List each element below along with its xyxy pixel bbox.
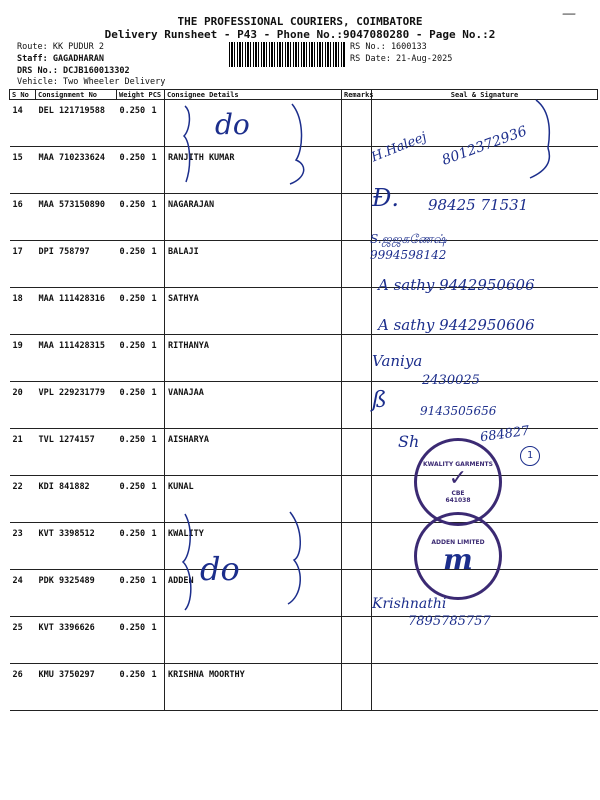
row-pcs: 1 [149, 241, 165, 288]
row-consignment: DPI 758797 [36, 241, 117, 288]
adden-limited-stamp [414, 512, 502, 600]
row-consignment: VPL 229231779 [36, 382, 117, 429]
row-sno: 23 [10, 523, 36, 570]
row-weight: 0.250 [117, 476, 149, 523]
col-pcs: PCS [149, 90, 165, 100]
row-pcs: 1 [149, 100, 165, 147]
row-sno: 16 [10, 194, 36, 241]
row-pcs: 1 [149, 194, 165, 241]
row-sno: 15 [10, 147, 36, 194]
stamp-adden-text: ADDEN LIMITED [431, 538, 485, 546]
row-weight: 0.250 [117, 523, 149, 570]
row-consignment: MAA 111428315 [36, 335, 117, 382]
row-consignee: KWALITY [165, 523, 342, 570]
row-weight: 0.250 [117, 147, 149, 194]
row-pcs: 1 [149, 382, 165, 429]
row-consignment: KVT 3398512 [36, 523, 117, 570]
row-sno: 25 [10, 617, 36, 664]
signature-row20: Vaniya [372, 352, 423, 370]
signature-row22: 684827 [479, 423, 531, 446]
row-sno: 21 [10, 429, 36, 476]
row-weight: 0.250 [117, 288, 149, 335]
row-consignment: MAA 710233624 [36, 147, 117, 194]
row-consignment: PDK 9325489 [36, 570, 117, 617]
row-consignment: KDI 841882 [36, 476, 117, 523]
company-title: THE PROFESSIONAL COURIERS, COIMBATORE [177, 15, 423, 28]
row-pcs: 1 [149, 288, 165, 335]
row-consignee: BALAJI [165, 241, 342, 288]
col-sno: S No [10, 90, 36, 100]
signature-row21-mark: ß [372, 388, 387, 413]
signature-row20-date: 2430025 [422, 373, 480, 388]
drs-label: DRS No.: DCJB160013302 [17, 66, 130, 76]
signature-row15: H.Haleej [369, 129, 429, 166]
route-label: Route: KK PUDUR 2 [17, 42, 104, 52]
row-weight: 0.250 [117, 429, 149, 476]
col-signature: Seal & Signature [372, 90, 598, 100]
col-remarks: Remarks [342, 90, 372, 100]
row-pcs: 1 [149, 617, 165, 664]
row-weight: 0.250 [117, 664, 149, 711]
signature-row19: A sathy 9442950606 [378, 316, 535, 334]
ditto-mark-bottom: do [200, 550, 240, 588]
row-consignee: SATHYA [165, 288, 342, 335]
signature-row26-name: Krishnathi [372, 596, 447, 612]
row-pcs: 1 [149, 476, 165, 523]
row-sno: 22 [10, 476, 36, 523]
row-pcs: 1 [149, 429, 165, 476]
stamp-kwality-city: CBE [451, 489, 465, 497]
row-weight: 0.250 [117, 100, 149, 147]
row-sno: 14 [10, 100, 36, 147]
row-weight: 0.250 [117, 335, 149, 382]
vehicle-label: Vehicle: Two Wheeler Delivery [17, 77, 166, 87]
row-sno: 17 [10, 241, 36, 288]
col-weight: Weight [117, 90, 149, 100]
ditto-mark-top: do [215, 108, 250, 141]
rs-number: RS No.: 1600133 [350, 42, 427, 52]
row-consignee: KRISHNA MOORTHY [165, 664, 342, 711]
stamp-kwality-pin: 641038 [445, 496, 471, 504]
signature-row17-name: S.ஜஜகணேஷ் [370, 232, 447, 246]
row-consignee: RITHANYA [165, 335, 342, 382]
signature-row22-mark: Sh [398, 432, 420, 451]
row-sno: 19 [10, 335, 36, 382]
signature-row16-mark: Ɖ. [372, 184, 399, 212]
row-consignee: NAGARAJAN [165, 194, 342, 241]
row-consignment: DEL 121719588 [36, 100, 117, 147]
row-weight: 0.250 [117, 570, 149, 617]
row-weight: 0.250 [117, 617, 149, 664]
row-consignee: RANJITH KUMAR [165, 147, 342, 194]
row-pcs: 1 [149, 570, 165, 617]
row-weight: 0.250 [117, 382, 149, 429]
row-pcs: 1 [149, 147, 165, 194]
row-consignee: KUNAL [165, 476, 342, 523]
row-sno: 24 [10, 570, 36, 617]
corner-mark: — [562, 6, 576, 22]
col-consignee: Consignee Details [165, 90, 342, 100]
circled-one-mark: 1 [520, 446, 540, 466]
signature-row16: 98425 71531 [428, 196, 529, 214]
row-consignment: MAA 573150890 [36, 194, 117, 241]
row-consignee: ADDEN [165, 570, 342, 617]
row-consignee: AISHARYA [165, 429, 342, 476]
row-sno: 20 [10, 382, 36, 429]
row-pcs: 1 [149, 664, 165, 711]
row-consignment: KMU 3750297 [36, 664, 117, 711]
row-consignment: MAA 111428316 [36, 288, 117, 335]
signature-row24: m [443, 542, 473, 576]
row-weight: 0.250 [117, 241, 149, 288]
signature-row21: 9143505656 [420, 404, 497, 418]
staff-label: Staff: GAGADHARAN [17, 54, 104, 64]
signature-row18: A sathy 9442950606 [378, 276, 535, 294]
row-pcs: 1 [149, 335, 165, 382]
signature-row17-phone: 9994598142 [370, 248, 447, 262]
stamp-kwality-text: KWALITY GARMENTS [423, 460, 493, 468]
runsheet-subtitle: Delivery Runsheet - P43 - Phone No.:9047080280 - Page No.:2 [104, 28, 496, 41]
row-consignee: VANAJAA [165, 382, 342, 429]
row-sno: 26 [10, 664, 36, 711]
col-consignment: Consignment No [36, 90, 117, 100]
stamp-logo-icon: ✓ [448, 465, 468, 491]
rs-date: RS Date: 21-Aug-2025 [350, 54, 453, 64]
signature-row26-phone: 7895785757 [408, 614, 491, 629]
signature-row15-phone: 8012372936 [439, 123, 530, 169]
row-consignment: TVL 1274157 [36, 429, 117, 476]
row-sno: 18 [10, 288, 36, 335]
row-pcs: 1 [149, 523, 165, 570]
row-consignment: KVT 3396626 [36, 617, 117, 664]
row-weight: 0.250 [117, 194, 149, 241]
